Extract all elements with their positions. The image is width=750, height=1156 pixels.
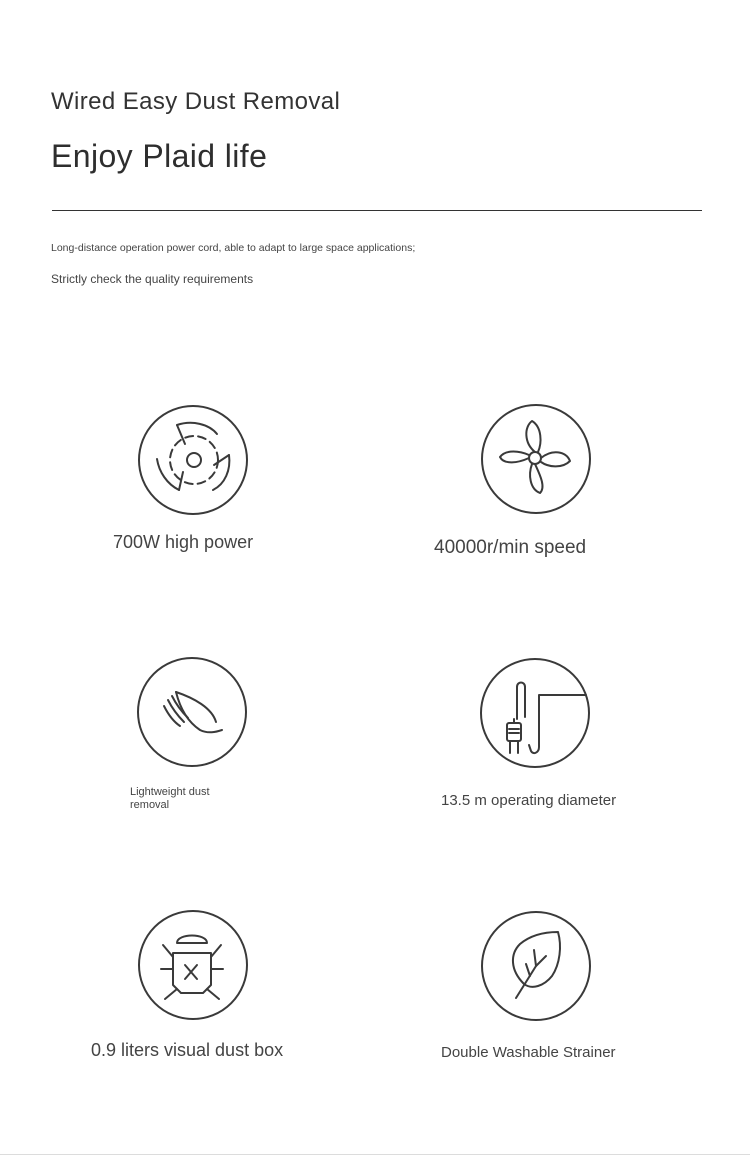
divider bbox=[52, 210, 702, 211]
feature-label-diameter: 13.5 m operating diameter bbox=[441, 792, 617, 809]
power-plug-cord-icon bbox=[479, 657, 591, 769]
feature-label-lightweight-line-1: Lightweight dust bbox=[130, 786, 210, 798]
page-subtitle: Wired Easy Dust Removal bbox=[51, 88, 341, 115]
feature-label-speed: 40000r/min speed bbox=[434, 537, 587, 558]
feature-label-lightweight-line-2: removal bbox=[130, 799, 170, 811]
description-line-2: Strictly check the quality requirements bbox=[51, 272, 254, 286]
leaf-icon bbox=[480, 910, 592, 1022]
feature-label-strainer: Double Washable Strainer bbox=[441, 1044, 616, 1061]
power-turbine-icon bbox=[137, 404, 249, 516]
bottom-divider bbox=[0, 1154, 750, 1155]
feature-label-lightweight bbox=[130, 786, 210, 812]
feather-icon bbox=[136, 656, 248, 768]
feature-label-power: 700W high power bbox=[113, 532, 254, 552]
feature-label-dust-box: 0.9 liters visual dust box bbox=[91, 1040, 284, 1060]
description-line-1: Long-distance operation power cord, able to adapt to large space applications; bbox=[51, 242, 416, 254]
page-title: Enjoy Plaid life bbox=[51, 138, 268, 174]
dust-mite-icon bbox=[137, 909, 249, 1021]
fan-icon bbox=[480, 403, 592, 515]
